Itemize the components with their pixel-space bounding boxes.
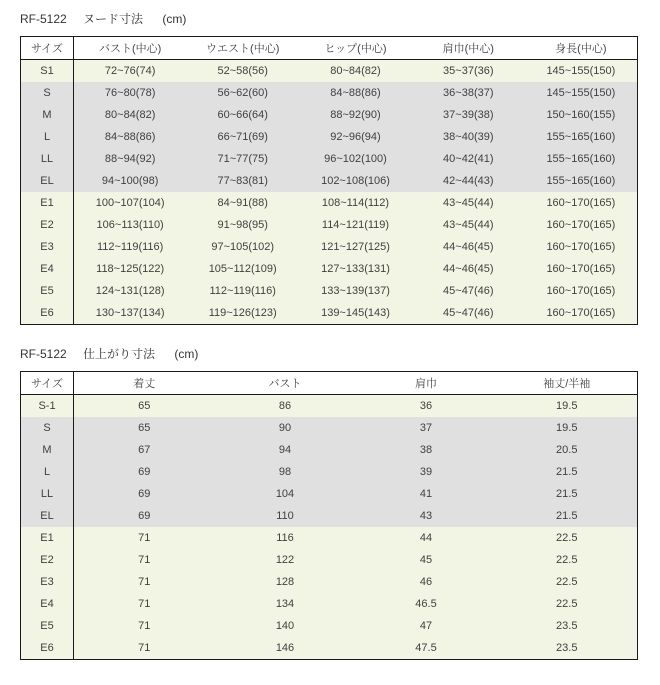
table-row <box>21 192 638 214</box>
value-cell: 112~119(116) <box>186 280 299 302</box>
finished-size-table <box>20 371 638 660</box>
value-cell: 46 <box>356 571 497 593</box>
size-cell: L <box>21 126 74 148</box>
value-cell: 110 <box>215 505 356 527</box>
value-cell: 146 <box>215 637 356 660</box>
value-cell: 35~37(36) <box>412 60 525 83</box>
value-cell: 94 <box>215 439 356 461</box>
value-cell: 145~155(150) <box>525 82 638 104</box>
nude-size-table <box>20 36 638 325</box>
value-cell: 77~83(81) <box>186 170 299 192</box>
size-cell: M <box>21 439 74 461</box>
table-row <box>21 571 638 593</box>
value-cell: 104 <box>215 483 356 505</box>
column-header: 肩巾(中心) <box>412 37 525 60</box>
value-cell: 47.5 <box>356 637 497 660</box>
value-cell: 66~71(69) <box>186 126 299 148</box>
value-cell: 38 <box>356 439 497 461</box>
value-cell: 22.5 <box>497 549 638 571</box>
value-cell: 88~92(90) <box>299 104 412 126</box>
unit-label: (cm) <box>174 347 199 361</box>
value-cell: 71 <box>74 637 215 660</box>
table-row <box>21 258 638 280</box>
size-cell: E1 <box>21 527 74 549</box>
value-cell: 41 <box>356 483 497 505</box>
size-cell: E1 <box>21 192 74 214</box>
value-cell: 69 <box>74 461 215 483</box>
header-row <box>21 372 638 395</box>
value-cell: 60~66(64) <box>186 104 299 126</box>
column-header: ウエスト(中心) <box>186 37 299 60</box>
value-cell: 114~121(119) <box>299 214 412 236</box>
value-cell: 97~105(102) <box>186 236 299 258</box>
table-row <box>21 214 638 236</box>
value-cell: 43~45(44) <box>412 192 525 214</box>
size-column-header: サイズ <box>21 372 74 395</box>
table-row <box>21 637 638 660</box>
column-header: ヒップ(中心) <box>299 37 412 60</box>
value-cell: 20.5 <box>497 439 638 461</box>
size-cell: LL <box>21 483 74 505</box>
value-cell: 128 <box>215 571 356 593</box>
value-cell: 38~40(39) <box>412 126 525 148</box>
value-cell: 92~96(94) <box>299 126 412 148</box>
table-row <box>21 593 638 615</box>
value-cell: 36 <box>356 395 497 418</box>
size-cell: E6 <box>21 302 74 325</box>
value-cell: 67 <box>74 439 215 461</box>
table-row <box>21 60 638 83</box>
table-row <box>21 483 638 505</box>
size-cell: E5 <box>21 615 74 637</box>
value-cell: 134 <box>215 593 356 615</box>
value-cell: 133~139(137) <box>299 280 412 302</box>
value-cell: 36~38(37) <box>412 82 525 104</box>
table-row <box>21 148 638 170</box>
value-cell: 98 <box>215 461 356 483</box>
value-cell: 71 <box>74 615 215 637</box>
value-cell: 23.5 <box>497 615 638 637</box>
unit-label: (cm) <box>162 12 187 26</box>
value-cell: 130~137(134) <box>74 302 187 325</box>
nude-size-section <box>20 10 660 325</box>
value-cell: 69 <box>74 483 215 505</box>
size-cell: E4 <box>21 593 74 615</box>
column-header: 身長(中心) <box>525 37 638 60</box>
value-cell: 71~77(75) <box>186 148 299 170</box>
size-column-header: サイズ <box>21 37 74 60</box>
value-cell: 150~160(155) <box>525 104 638 126</box>
value-cell: 122 <box>215 549 356 571</box>
value-cell: 127~133(131) <box>299 258 412 280</box>
value-cell: 45~47(46) <box>412 302 525 325</box>
size-cell: LL <box>21 148 74 170</box>
table-title-label: 仕上がり寸法 <box>83 347 156 361</box>
value-cell: 140 <box>215 615 356 637</box>
table-row <box>21 126 638 148</box>
table-title-label: ヌード寸法 <box>83 12 144 26</box>
value-cell: 124~131(128) <box>74 280 187 302</box>
value-cell: 37~39(38) <box>412 104 525 126</box>
value-cell: 106~113(110) <box>74 214 187 236</box>
value-cell: 72~76(74) <box>74 60 187 83</box>
model-number: RF-5122 <box>20 347 67 361</box>
value-cell: 112~119(116) <box>74 236 187 258</box>
size-cell: M <box>21 104 74 126</box>
table-row <box>21 549 638 571</box>
value-cell: 69 <box>74 505 215 527</box>
value-cell: 91~98(95) <box>186 214 299 236</box>
table-row <box>21 461 638 483</box>
value-cell: 160~170(165) <box>525 236 638 258</box>
table-row <box>21 439 638 461</box>
value-cell: 43 <box>356 505 497 527</box>
value-cell: 160~170(165) <box>525 258 638 280</box>
value-cell: 86 <box>215 395 356 418</box>
column-header: 肩巾 <box>356 372 497 395</box>
value-cell: 118~125(122) <box>74 258 187 280</box>
size-cell: S <box>21 417 74 439</box>
size-cell: E6 <box>21 637 74 660</box>
size-cell: E3 <box>21 571 74 593</box>
nude-table-title <box>20 10 660 27</box>
value-cell: 45 <box>356 549 497 571</box>
value-cell: 100~107(104) <box>74 192 187 214</box>
value-cell: 160~170(165) <box>525 214 638 236</box>
value-cell: 145~155(150) <box>525 60 638 83</box>
value-cell: 160~170(165) <box>525 192 638 214</box>
value-cell: 84~88(86) <box>299 82 412 104</box>
table-row <box>21 104 638 126</box>
size-cell: E2 <box>21 214 74 236</box>
column-header: バスト(中心) <box>74 37 187 60</box>
value-cell: 52~58(56) <box>186 60 299 83</box>
value-cell: 88~94(92) <box>74 148 187 170</box>
column-header: 袖丈/半袖 <box>497 372 638 395</box>
value-cell: 46.5 <box>356 593 497 615</box>
value-cell: 84~91(88) <box>186 192 299 214</box>
value-cell: 94~100(98) <box>74 170 187 192</box>
value-cell: 40~42(41) <box>412 148 525 170</box>
value-cell: 21.5 <box>497 461 638 483</box>
value-cell: 160~170(165) <box>525 280 638 302</box>
value-cell: 47 <box>356 615 497 637</box>
size-cell: E3 <box>21 236 74 258</box>
value-cell: 84~88(86) <box>74 126 187 148</box>
value-cell: 105~112(109) <box>186 258 299 280</box>
size-cell: L <box>21 461 74 483</box>
table-row <box>21 302 638 325</box>
value-cell: 42~44(43) <box>412 170 525 192</box>
value-cell: 76~80(78) <box>74 82 187 104</box>
model-number: RF-5122 <box>20 12 67 26</box>
value-cell: 22.5 <box>497 593 638 615</box>
value-cell: 43~45(44) <box>412 214 525 236</box>
size-cell: S1 <box>21 60 74 83</box>
table-row <box>21 527 638 549</box>
value-cell: 155~165(160) <box>525 126 638 148</box>
value-cell: 44 <box>356 527 497 549</box>
value-cell: 160~170(165) <box>525 302 638 325</box>
value-cell: 22.5 <box>497 571 638 593</box>
table-row <box>21 615 638 637</box>
table-row <box>21 236 638 258</box>
value-cell: 121~127(125) <box>299 236 412 258</box>
value-cell: 44~46(45) <box>412 236 525 258</box>
size-cell: E4 <box>21 258 74 280</box>
value-cell: 96~102(100) <box>299 148 412 170</box>
value-cell: 19.5 <box>497 417 638 439</box>
column-header: 着丈 <box>74 372 215 395</box>
value-cell: 37 <box>356 417 497 439</box>
value-cell: 155~165(160) <box>525 148 638 170</box>
value-cell: 71 <box>74 527 215 549</box>
value-cell: 116 <box>215 527 356 549</box>
table-row <box>21 395 638 418</box>
size-cell: S <box>21 82 74 104</box>
size-cell: E2 <box>21 549 74 571</box>
value-cell: 90 <box>215 417 356 439</box>
value-cell: 44~46(45) <box>412 258 525 280</box>
table-row <box>21 82 638 104</box>
size-cell: EL <box>21 505 74 527</box>
table-row <box>21 280 638 302</box>
value-cell: 71 <box>74 571 215 593</box>
value-cell: 155~165(160) <box>525 170 638 192</box>
value-cell: 108~114(112) <box>299 192 412 214</box>
value-cell: 65 <box>74 417 215 439</box>
size-cell: E5 <box>21 280 74 302</box>
value-cell: 71 <box>74 549 215 571</box>
value-cell: 45~47(46) <box>412 280 525 302</box>
value-cell: 102~108(106) <box>299 170 412 192</box>
value-cell: 39 <box>356 461 497 483</box>
value-cell: 23.5 <box>497 637 638 660</box>
size-cell: EL <box>21 170 74 192</box>
value-cell: 65 <box>74 395 215 418</box>
finished-size-section <box>20 345 660 660</box>
value-cell: 80~84(82) <box>74 104 187 126</box>
finished-table-title <box>20 345 660 362</box>
value-cell: 56~62(60) <box>186 82 299 104</box>
value-cell: 21.5 <box>497 505 638 527</box>
value-cell: 139~145(143) <box>299 302 412 325</box>
table-row <box>21 505 638 527</box>
value-cell: 71 <box>74 593 215 615</box>
column-header: バスト <box>215 372 356 395</box>
value-cell: 19.5 <box>497 395 638 418</box>
value-cell: 21.5 <box>497 483 638 505</box>
table-row <box>21 417 638 439</box>
table-row <box>21 170 638 192</box>
value-cell: 119~126(123) <box>186 302 299 325</box>
value-cell: 80~84(82) <box>299 60 412 83</box>
value-cell: 22.5 <box>497 527 638 549</box>
size-cell: S-1 <box>21 395 74 418</box>
header-row <box>21 37 638 60</box>
